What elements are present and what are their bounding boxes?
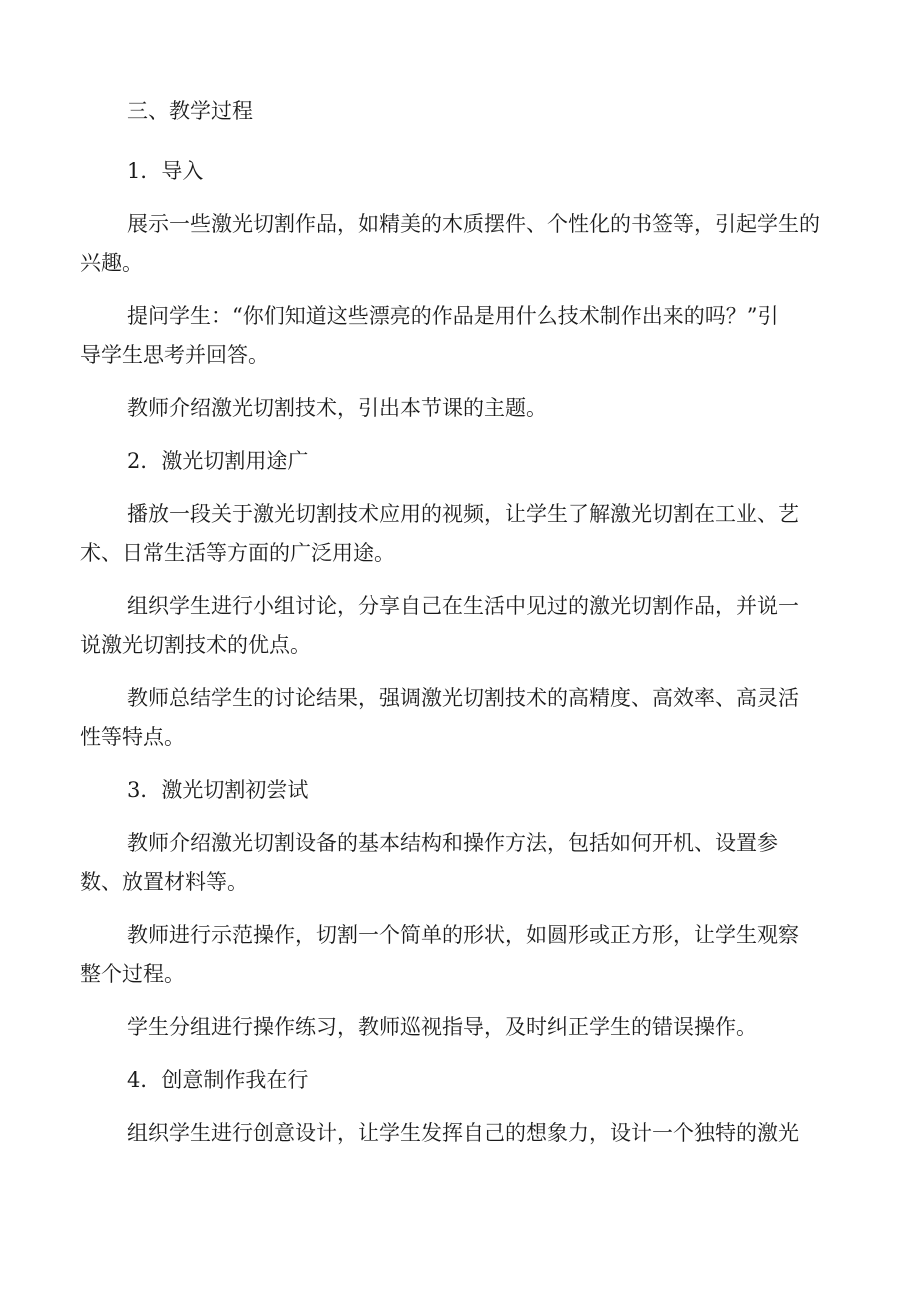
paragraph-line: 教师进行示范操作，切割一个简单的形状，如圆形或正方形，让学生观察 — [127, 923, 799, 947]
paragraph-line: 整个过程。 — [80, 962, 185, 986]
step-heading: 1．导入 — [127, 159, 204, 183]
paragraph-line: 播放一段关于激光切割技术应用的视频，让学生了解激光切割在工业、艺 — [127, 502, 799, 526]
step-heading: 4．创意制作我在行 — [127, 1068, 309, 1092]
step-heading: 3．激光切割初尝试 — [127, 778, 309, 802]
paragraph-line: 提问学生：“你们知道这些漂亮的作品是用什么技术制作出来的吗？”引 — [127, 304, 779, 328]
section-title: 三、教学过程 — [127, 99, 253, 123]
paragraph-line: 教师介绍激光切割设备的基本结构和操作方法，包括如何开机、设置参 — [127, 831, 778, 855]
paragraph-line: 兴趣。 — [80, 251, 143, 275]
step-heading: 2．激光切割用途广 — [127, 449, 309, 473]
paragraph-line: 学生分组进行操作练习，教师巡视指导，及时纠正学生的错误操作。 — [127, 1015, 757, 1039]
paragraph-line: 说激光切割技术的优点。 — [80, 633, 311, 657]
paragraph-line: 教师总结学生的讨论结果，强调激光切割技术的高精度、高效率、高灵活 — [127, 686, 799, 710]
paragraph-line: 术、日常生活等方面的广泛用途。 — [80, 541, 395, 565]
paragraph-line: 教师介绍激光切割技术，引出本节课的主题。 — [127, 396, 547, 420]
paragraph-line: 展示一些激光切割作品，如精美的木质摆件、个性化的书签等，引起学生的 — [127, 212, 820, 236]
paragraph-line: 数、放置材料等。 — [80, 870, 248, 894]
paragraph-line: 组织学生进行创意设计，让学生发挥自己的想象力，设计一个独特的激光 — [127, 1121, 799, 1145]
paragraph-line: 性等特点。 — [80, 725, 185, 749]
paragraph-line: 组织学生进行小组讨论，分享自己在生活中见过的激光切割作品，并说一 — [127, 594, 799, 618]
paragraph-line: 导学生思考并回答。 — [80, 343, 269, 367]
